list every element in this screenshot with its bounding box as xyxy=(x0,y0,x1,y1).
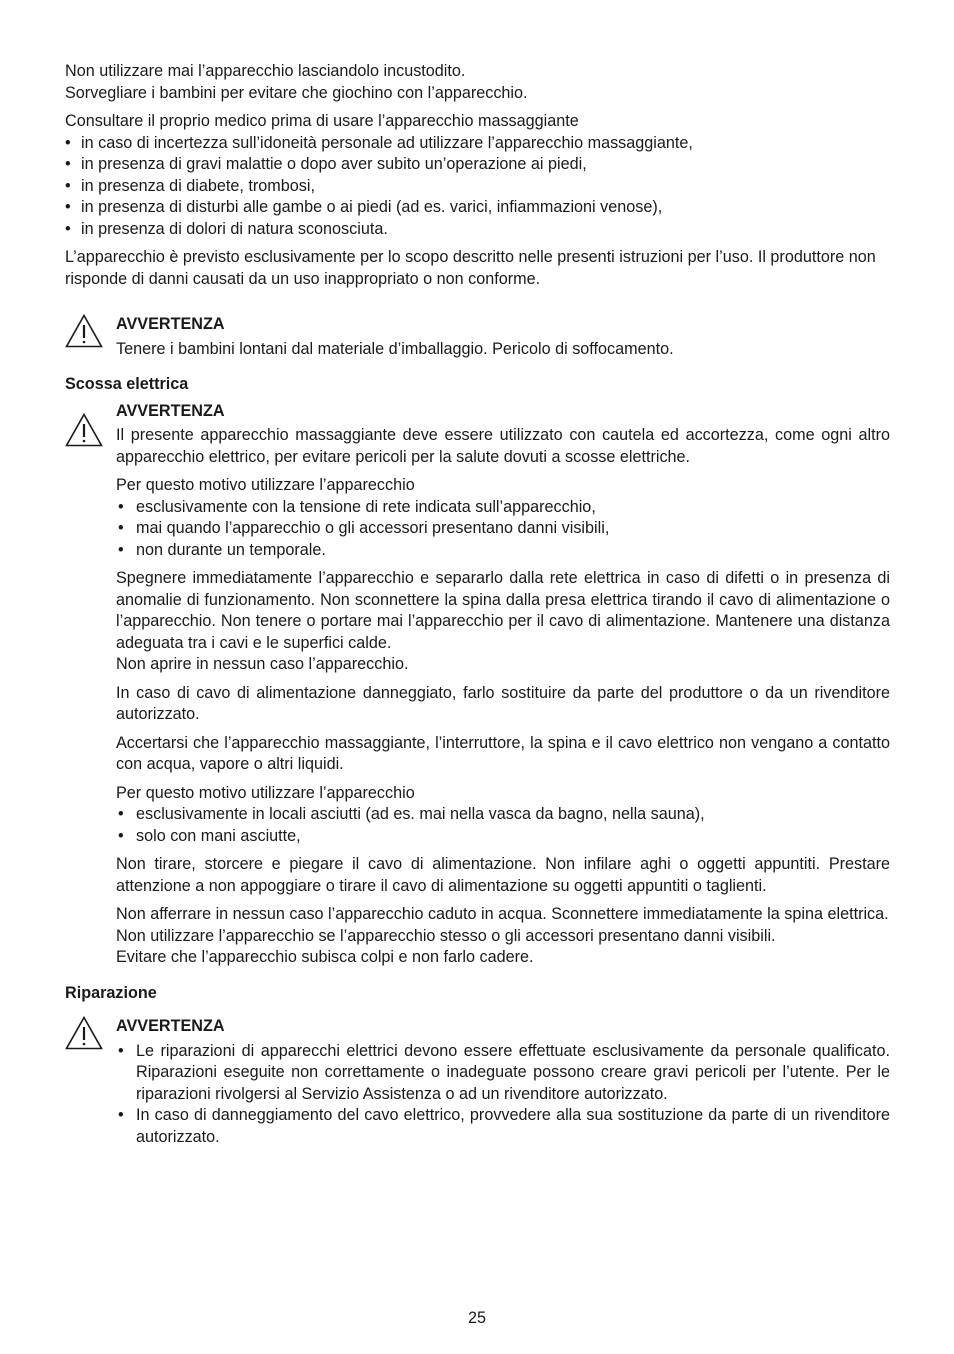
warning-block-riparazione xyxy=(65,1016,890,1148)
list-item: • esclusivamente in locali asciutti (ad es. mai nella vasca da bagno, nella sauna), xyxy=(116,804,890,826)
scossa-paragraph-8 xyxy=(116,904,890,969)
scossa-paragraph-4: In caso di cavo di alimentazione danneggiato, farlo sostituire da parte del produttore o da un rivenditore autorizzato. xyxy=(116,683,890,723)
warning-title: AVVERTENZA xyxy=(116,401,225,420)
section-heading-scossa: Scossa elettrica xyxy=(65,375,189,393)
list-item: • in presenza di dolori di natura sconosciuta. xyxy=(65,219,890,241)
intro-bullet-list xyxy=(65,133,890,241)
section-heading-riparazione: Riparazione xyxy=(65,983,157,1002)
warning-block-packaging xyxy=(65,314,890,360)
intro-consult-lead: Consultare il proprio medico prima di usare l’apparecchio massaggiante xyxy=(65,112,579,130)
list-item: • mai quando l’apparecchio o gli accessori presentano danni visibili, xyxy=(116,518,890,540)
intro-line-1: Non utilizzare mai l’apparecchio lasciandolo incustodito. xyxy=(65,62,466,80)
list-item: • In caso di danneggiamento del cavo elettrico, provvedere alla sua sostituzione da parte di un rivenditore autorizzato. xyxy=(116,1105,890,1148)
warning-title: AVVERTENZA xyxy=(116,315,225,333)
scossa-paragraph-1: Il presente apparecchio massaggiante deve essere utilizzato con cautela ed accortezza, come ogni altro apparecchio elettrico, per evitare pericoli per la salute dovuti a scosse elettriche. xyxy=(116,426,890,466)
scossa-paragraph-3-line-2: Non aprire in nessun caso l’apparecchio. xyxy=(116,655,409,673)
scossa-paragraph-8-line-2: Non utilizzare l’apparecchio se l’apparecchio stesso o gli accessori presentano danni visibili. xyxy=(116,926,776,945)
list-item: • solo con mani asciutte, xyxy=(116,826,890,848)
scossa-paragraph-3-text: Spegnere immediatamente l’apparecchio e separarlo dalla rete elettrica in caso di difetti o in presenza di anomalie di funzionamento. Non sconnettere la spina dalla presa elettrica tirando il cavo di alimentazione o l’apparecchio. Non tenere o portare mai l’apparecchio per il cavo di alimentazione. Mantenere una distanza adeguata tra i cavi e le superfici calde. xyxy=(116,569,890,652)
scossa-bullet-list-2 xyxy=(116,804,890,847)
scossa-paragraph-3 xyxy=(116,568,890,676)
riparazione-bullet-list xyxy=(116,1041,890,1149)
scossa-paragraph-5: Accertarsi che l’apparecchio massaggiante, l’interruttore, la spina e il cavo elettrico non vengano a contatto con acqua, vapore o altri liquidi. xyxy=(116,733,890,773)
scossa-paragraph-7: Non tirare, storcere e piegare il cavo di alimentazione. Non infilare aghi o oggetti appuntiti. Prestare attenzione a non appoggiare o tirare il cavo di alimentazione su oggetti appuntiti o taglienti. xyxy=(116,855,890,895)
intro-consult-block xyxy=(65,111,890,240)
scossa-lead-1: Per questo motivo utilizzare l’apparecchio xyxy=(116,476,415,494)
list-item: • Le riparazioni di apparecchi elettrici devono essere effettuate esclusivamente da personale qualificato. Riparazioni eseguite non correttamente o inadeguate possono creare gravi pericoli per l’utente. Per le riparazioni rivolgersi al Servizio Assistenza o ad un rivenditore autorizzato. xyxy=(116,1041,890,1106)
list-item: • in presenza di disturbi alle gambe o ai piedi (ad es. varici, infiammazioni venose), xyxy=(65,197,890,219)
list-item: • in presenza di gravi malattie o dopo aver subito un’operazione ai piedi, xyxy=(65,154,890,176)
scossa-bullet-list-1 xyxy=(116,497,890,562)
warning-triangle-icon xyxy=(65,314,103,348)
intro-line-2: Sorvegliare i bambini per evitare che giochino con l’apparecchio. xyxy=(65,83,528,102)
page-number: 25 xyxy=(467,1309,486,1327)
list-item: • in caso di incertezza sull’idoneità personale ad utilizzare l’apparecchio massaggiante, xyxy=(65,133,890,155)
warning-text: Tenere i bambini lontani dal materiale d’imballaggio. Pericolo di soffocamento. xyxy=(116,339,674,358)
page-content xyxy=(65,61,890,1155)
intro-paragraph-3: L’apparecchio è previsto esclusivamente per lo scopo descritto nelle presenti istruzioni per l’uso. Il produttore non risponde di danni causati da un uso inappropriato o non conforme. xyxy=(65,248,876,288)
scossa-paragraph-8-line-3: Evitare che l’apparecchio subisca colpi e non farlo cadere. xyxy=(116,948,534,966)
list-item: • in presenza di diabete, trombosi, xyxy=(65,176,890,198)
scossa-paragraph-8-text: Non afferrare in nessun caso l’apparecchio caduto in acqua. Sconnettere immediatamente la spina elettrica. xyxy=(116,905,889,923)
scossa-lead-2: Per questo motivo utilizzare l’apparecchio xyxy=(116,783,415,802)
intro-paragraph-1 xyxy=(65,61,890,104)
warning-triangle-icon xyxy=(65,413,103,447)
list-item: • non durante un temporale. xyxy=(116,540,890,562)
warning-title: AVVERTENZA xyxy=(116,1017,225,1035)
warning-triangle-icon xyxy=(65,1016,103,1050)
warning-block-scossa xyxy=(65,401,890,969)
list-item: • esclusivamente con la tensione di rete indicata sull’apparecchio, xyxy=(116,497,890,519)
